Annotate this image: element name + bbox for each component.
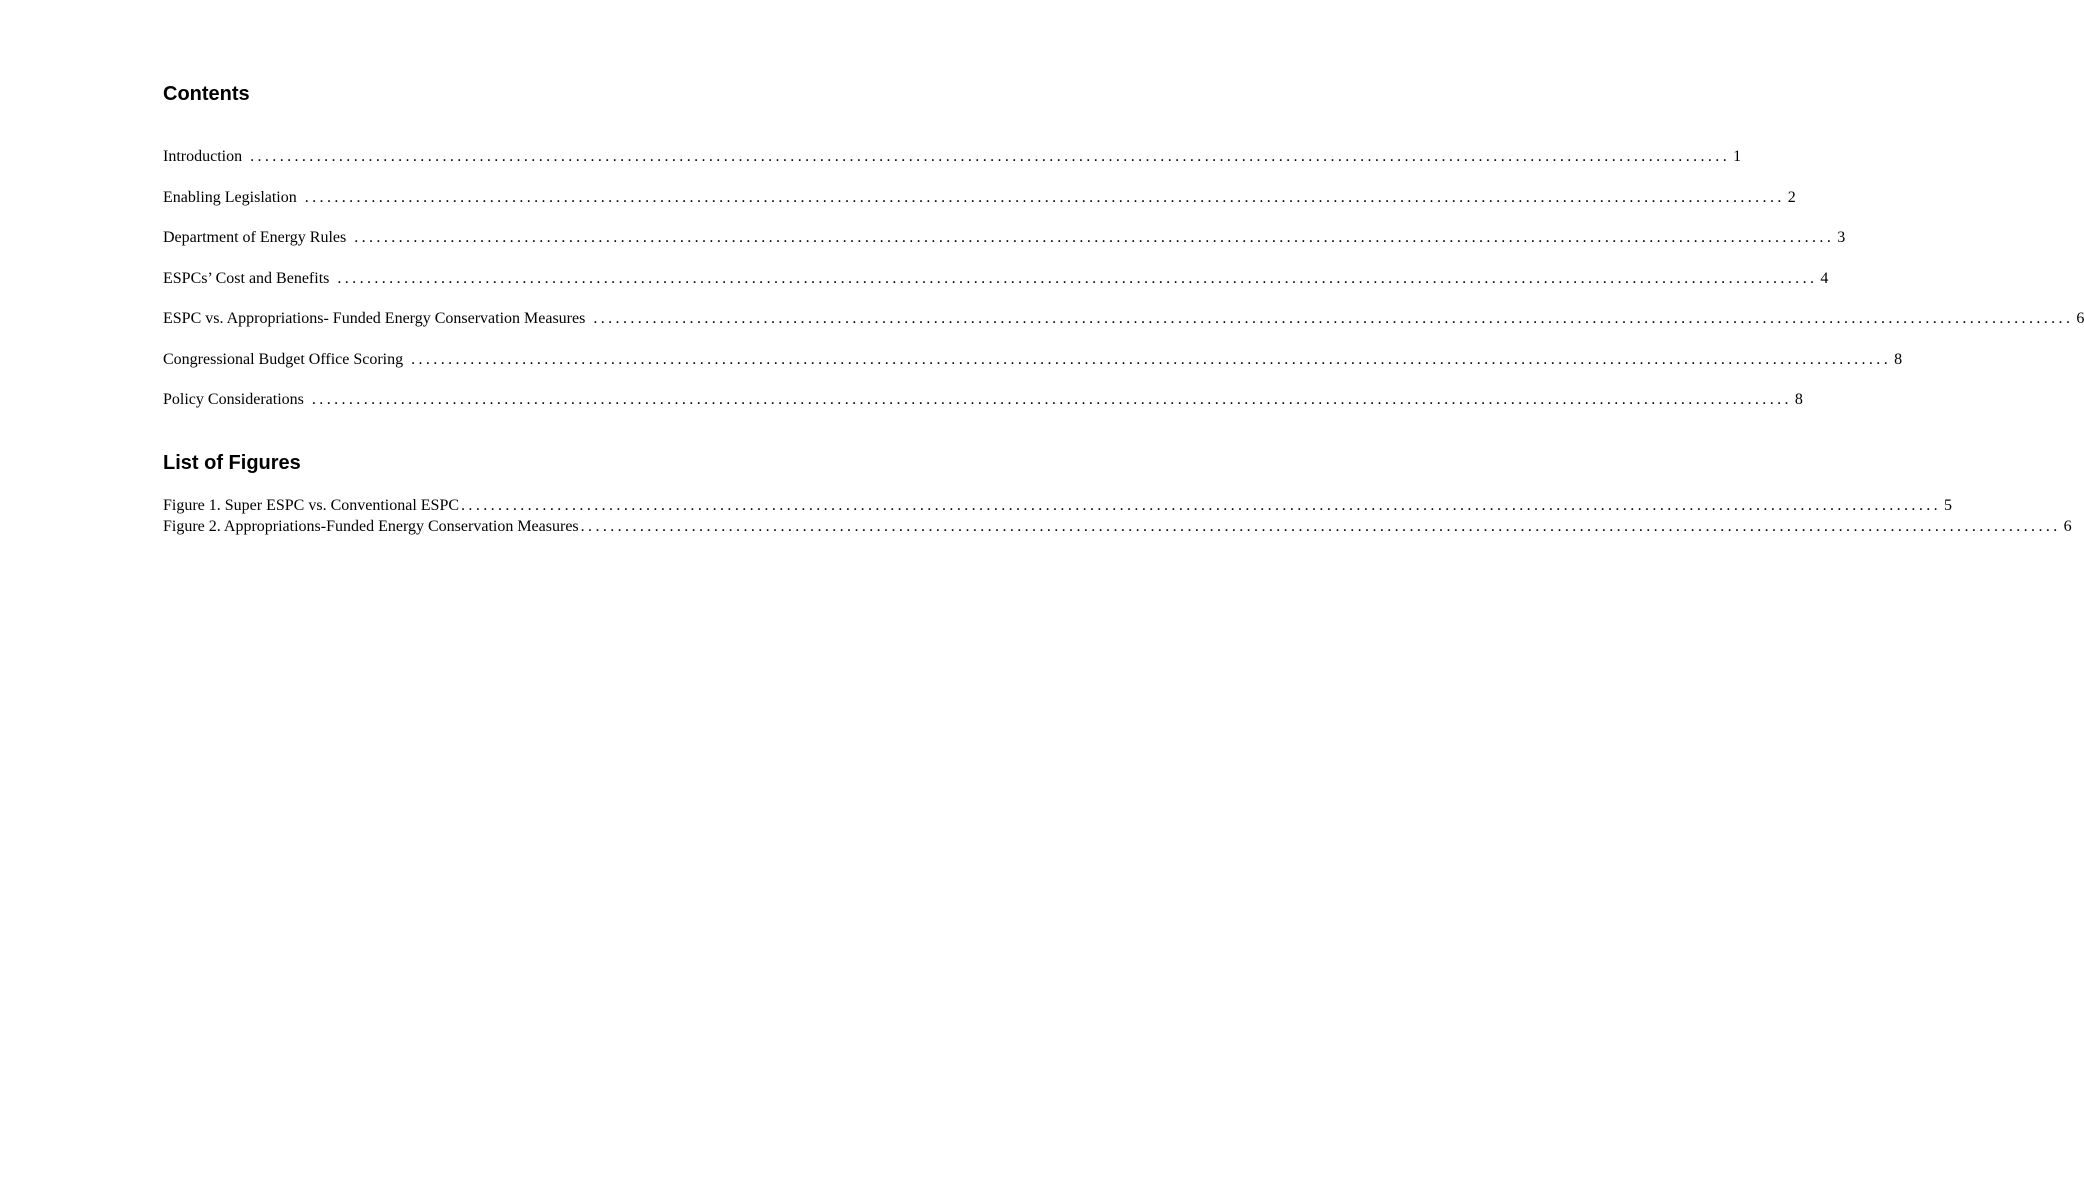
toc-entry-espc-vs-appropriations[interactable] [163,309,2084,350]
toc-entry-enabling-legislation[interactable] [163,188,1796,229]
toc-entry-page: 2 [1787,188,1796,206]
toc-entry-title: ESPCs’ Cost and Benefits [163,269,330,287]
list-of-figures-heading: List of Figures [163,452,301,474]
figure-entry-title: Figure 2. Appropriations-Funded Energy Conservation Measures [163,517,579,535]
toc-entry-title: Introduction [163,148,243,165]
toc-entry-cbo-scoring[interactable] [163,350,1903,391]
figures-list [163,496,2072,537]
toc-entry-introduction[interactable] [163,147,1742,188]
toc-entry-page: 3 [1837,229,1846,246]
figure-entry-2[interactable] [163,517,2072,538]
dot-leader: ........................................................................................................................................................................................................ [461,497,1942,514]
toc-entry-policy-considerations[interactable] [163,390,1803,431]
dot-leader: ........................................................................................................................................................................................................ [411,350,1892,368]
dot-leader: ........................................................................................................................................................................................................ [337,269,1818,287]
dot-leader: ........................................................................................................................................................................................................ [311,391,1792,408]
contents-list [163,147,2084,431]
figure-entry-page: 6 [2063,517,2072,535]
toc-entry-doe-rules[interactable] [163,228,1846,269]
toc-entry-page: 8 [1794,391,1803,408]
toc-entry-title: Policy Considerations [163,391,304,408]
toc-entry-title: Congressional Budget Office Scoring [163,350,404,368]
dot-leader: ........................................................................................................................................................................................................ [593,310,2074,327]
toc-entry-page: 6 [2076,310,2084,327]
toc-entry-page: 1 [1733,148,1742,165]
toc-entry-title: Enabling Legislation [163,188,297,206]
figure-entry-1[interactable] [163,496,1953,517]
figure-entry-title: Figure 1. Super ESPC vs. Conventional ESPC [163,497,460,514]
dot-leader: ........................................................................................................................................................................................................ [354,229,1835,246]
contents-heading: Contents [163,83,250,105]
figure-entry-page: 5 [1944,497,1953,514]
toc-entry-page: 8 [1894,350,1903,368]
dot-leader: ........................................................................................................................................................................................................ [250,148,1731,165]
toc-entry-title: Department of Energy Rules [163,229,347,246]
toc-entry-title: ESPC vs. Appropriations- Funded Energy Conservation Measures [163,310,586,327]
toc-entry-espcs-cost-benefits[interactable] [163,269,1829,310]
dot-leader: ........................................................................................................................................................................................................ [580,517,2061,535]
dot-leader: ........................................................................................................................................................................................................ [304,188,1785,206]
toc-entry-page: 4 [1820,269,1829,287]
